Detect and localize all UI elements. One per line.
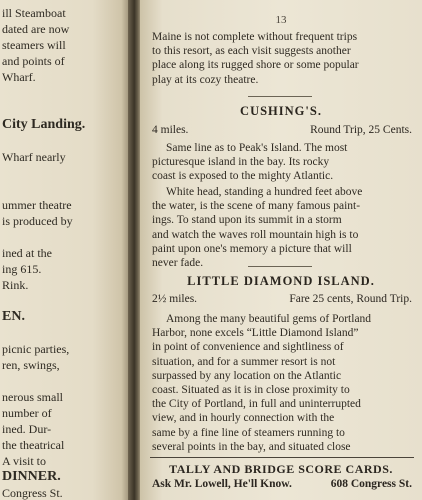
text-line: surpassed by any location on the Atlantic [152,369,342,382]
left-page-line: Wharf. [2,70,36,84]
left-page-line: ined at the [2,246,52,260]
left-page-line: steamers will [2,38,66,52]
left-page-line: dated are now [2,22,70,36]
left-page-line: ummer theatre [2,198,72,212]
cushings-paragraph-1 [152,141,412,184]
intro-line: place along its rugged shore or some popular [152,59,359,72]
text-line: in point of convenience and sightliness of [152,341,344,354]
left-page-line: picnic parties, [2,342,70,356]
text-line: and watch the waves roll mountain high is to [152,228,359,241]
left-page-line: is produced by [2,214,73,228]
text-line: same by a fine line of steamers running to [152,426,345,439]
advertisement-address: 608 Congress St. [330,478,412,490]
intro-line: play at its cozy theatre. [152,73,259,86]
left-page-line: nerous small [2,390,63,404]
text-line: White head, standing a hundred feet above [166,186,363,198]
text-line: the City of Portland, in full and uninterrupted [152,398,361,411]
text-line: ings. To stand upon its summit in a storm [152,214,342,227]
little-diamond-heading: LITTLE DIAMOND ISLAND. [187,274,375,288]
little-diamond-paragraph [152,312,412,454]
left-page-line: City Landing. [2,117,86,132]
text-line: picturesque island in the bay. Its rocky [152,156,330,169]
little-diamond-fare-row [152,293,412,305]
little-diamond-distance: 2½ miles. [152,293,198,305]
intro-paragraph [152,30,412,87]
left-page-line: A visit to [2,454,47,468]
left-page-line: ren, swings, [2,358,60,372]
text-line: Harbor, none excels “Little Diamond Island” [152,327,359,340]
left-page-line: number of [2,406,52,420]
page-number: 13 [275,14,287,26]
left-page-line: EN. [2,309,25,324]
text-line: paint upon one's memory a picture that will [152,242,352,255]
text-line: coast. Situated as it is in close proximity to [152,384,350,397]
cushings-heading: CUSHING'S. [240,104,322,118]
text-line: several points in the bay, and situated close [152,440,351,453]
text-line: the water, is the scene of many famous paint- [152,200,361,213]
right-page [140,0,422,500]
left-page-line: Congress St. [2,486,63,500]
cushings-fare-row [152,124,412,136]
intro-line: Maine is not complete without frequent trips [152,31,358,43]
cushings-paragraph-2 [152,185,412,270]
left-page-line: DINNER. [2,469,61,484]
text-line: Same line as to Peak's Island. The most [166,142,348,154]
section-rule [248,96,312,97]
text-line: never fade. [152,257,204,270]
text-line: view, and in hourly connection with the [152,412,335,425]
left-page [0,0,132,500]
cushings-distance: 4 miles. [152,124,189,136]
advertisement-rule [150,457,414,458]
left-page-line: Wharf nearly [2,150,66,164]
advertisement-title: TALLY AND BRIDGE SCORE CARDS. [169,462,393,476]
left-page-line: the theatrical [2,438,65,452]
section-rule [248,266,312,267]
advertisement-slogan: Ask Mr. Lowell, He'll Know. [152,478,292,490]
advertisement-row [152,478,412,490]
left-page-line: ined. Dur- [2,422,52,436]
little-diamond-fare: Fare 25 cents, Round Trip. [289,293,412,305]
text-line: coast is exposed to the mighty Atlantic. [152,170,334,183]
text-line: Among the many beautiful gems of Portland [166,313,372,325]
left-page-line: and points of [2,54,65,68]
left-page-line: ill Steamboat [2,6,66,20]
cushings-fare: Round Trip, 25 Cents. [310,124,412,136]
text-line: situation, and for a summer resort is not [152,355,336,368]
intro-line: to this resort, as each visit suggests another [152,45,351,58]
left-page-line: ing 615. [2,262,42,276]
left-page-line: Rink. [2,278,29,292]
